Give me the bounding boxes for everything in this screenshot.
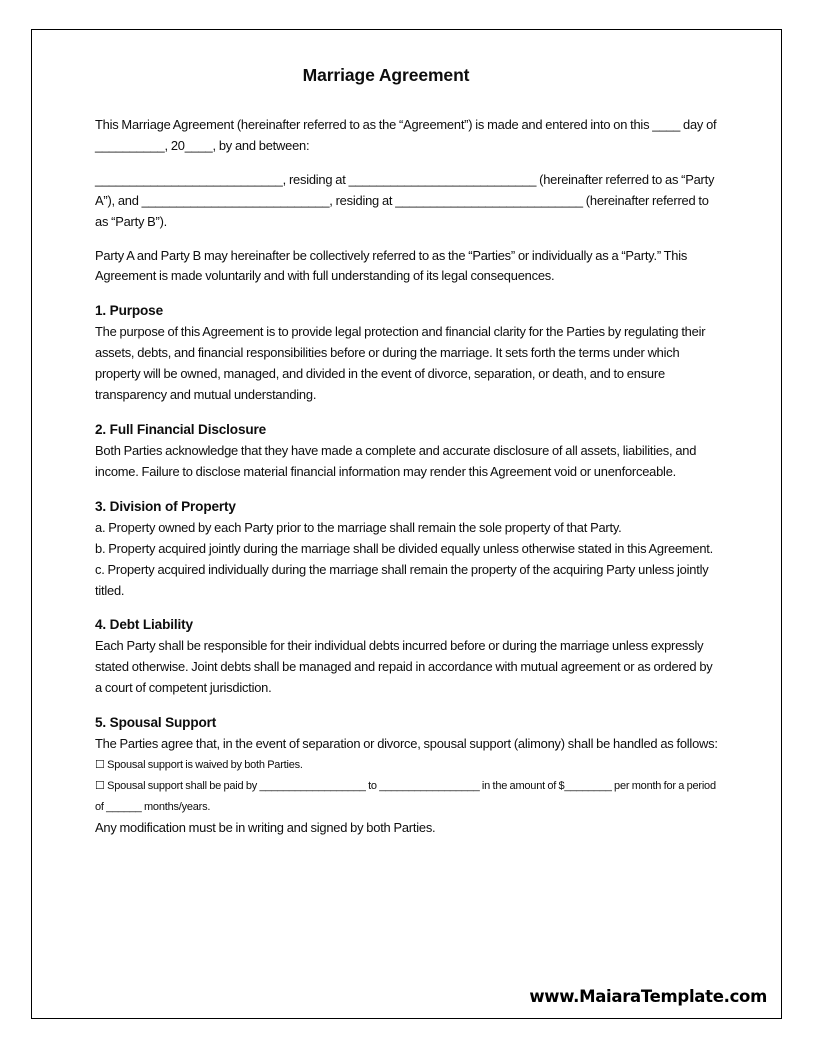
checkbox-option-support-paid[interactable]: ☐ Spousal support shall be paid by __________________ to _________________ in the amount of $________ per month for a period of ______ months/years.: [95, 779, 716, 813]
section-body-purpose: The purpose of this Agreement is to provide legal protection and financial clarity for the Parties by regulating their assets, debts, and financial responsibilities before or during the marriage. It sets forth the terms under which property will be owned, managed, and divided in the event of divorce, separation, or death, and to ensure transparency and mutual understanding.: [95, 324, 706, 403]
property-clause-a: a. Property owned by each Party prior to the marriage shall remain the sole property of that Party.: [95, 519, 622, 535]
intro-paragraph-date: This Marriage Agreement (hereinafter referred to as the “Agreement”) is made and entered into on this ____ day of __________, 20____, by and between:: [95, 117, 717, 153]
section-heading-spousal-support: 5. Spousal Support: [95, 715, 217, 731]
property-clause-b: b. Property acquired jointly during the marriage shall be divided equally unless otherwise stated in this Agreement.: [95, 540, 713, 556]
section-body-full-financial-disclosure: Both Parties acknowledge that they have made a complete and accurate disclosure of all assets, liabilities, and income. Failure to disclose material financial information may render this Agreement void or unenforceable.: [95, 442, 697, 479]
section-body-spousal-support: [95, 734, 722, 839]
section-spousal-support: [95, 713, 722, 839]
property-clause-c: c. Property acquired individually during the marriage shall remain the property of the acquiring Party unless jointly titled.: [95, 561, 709, 598]
section-heading-purpose: 1. Purpose: [95, 303, 164, 319]
document-page-border: [31, 29, 782, 1019]
page-title: Marriage Agreement: [302, 65, 470, 85]
section-heading-division-of-property: 3. Division of Property: [95, 498, 236, 514]
intro-paragraph-parties: ___________________________, residing at ___________________________ (hereinafter referred to as “Party A”), and ___________________________, residing at ___________________________ (hereinafter referred to as “Party B”).: [95, 171, 715, 229]
section-heading-debt-liability: 4. Debt Liability: [95, 617, 193, 633]
spousal-support-modification-note: Any modification must be in writing and signed by both Parties.: [95, 819, 436, 835]
section-division-of-property: [95, 497, 722, 602]
document-content: [95, 65, 722, 839]
spousal-support-intro: The Parties agree that, in the event of separation or divorce, spousal support (alimony) shall be handled as follows:: [95, 736, 718, 752]
section-heading-full-financial-disclosure: 2. Full Financial Disclosure: [95, 421, 267, 437]
footer-watermark: www.MaiaraTemplate.com: [529, 987, 767, 1006]
section-debt-liability: [95, 615, 722, 699]
checkbox-option-support-waived[interactable]: ☐ Spousal support is waived by both Parties.: [95, 759, 303, 772]
section-body-debt-liability: Each Party shall be responsible for their individual debts incurred before or during the marriage unless expressly stated otherwise. Joint debts shall be managed and repaid in accordance with mutual agreement or as ordered by a court of competent jurisdiction.: [95, 638, 713, 696]
section-full-financial-disclosure: [95, 420, 722, 483]
intro-paragraph-definitions: Party A and Party B may hereinafter be collectively referred to as the “Parties” or individually as a “Party.” This Agreement is made voluntarily and with full understanding of its legal consequences.: [95, 247, 688, 284]
section-purpose: [95, 301, 722, 406]
section-body-division-of-property: [95, 518, 722, 602]
